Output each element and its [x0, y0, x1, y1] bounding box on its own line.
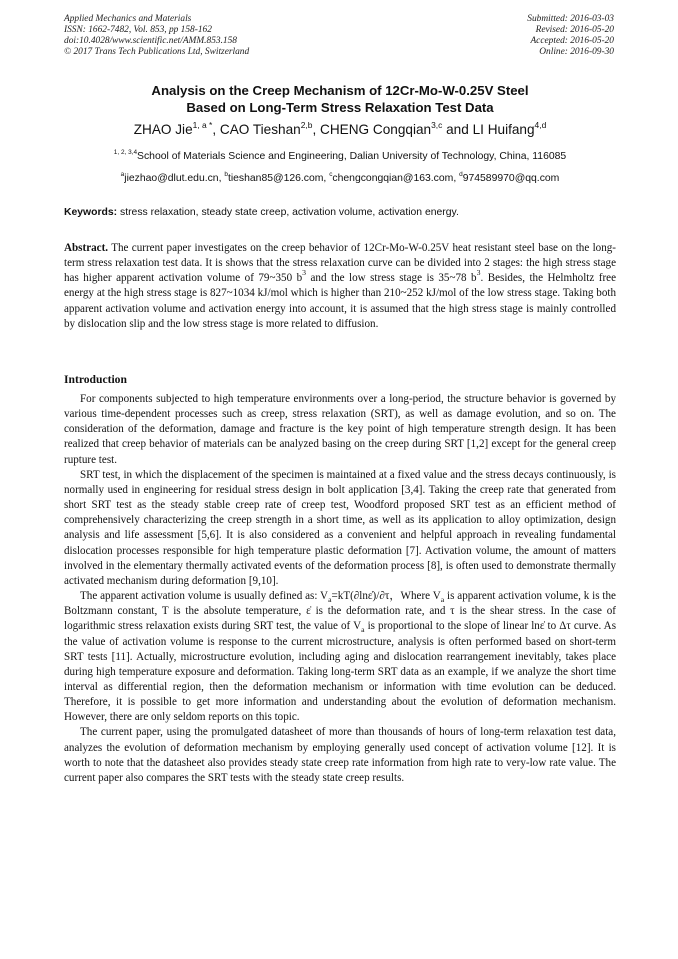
abstract-text: and the low stress stage is 35~78 b	[306, 272, 477, 285]
journal-header-right	[527, 14, 614, 58]
abstract	[64, 241, 616, 332]
author-list	[64, 121, 616, 139]
paragraph	[64, 589, 616, 725]
keywords	[64, 206, 616, 220]
introduction-body	[64, 392, 616, 786]
journal-issn: ISSN: 1662-7482, Vol. 853, pp 158-162	[64, 25, 212, 35]
abstract-label: Abstract.	[64, 242, 109, 254]
paragraph-text: is apparent activation volume, k is the Boltzmann constant, T is the absolute temperature, ε̇ is the deformation rate, and τ is the shear stress. In the case of logarithmic stress relaxation exists during SRT test, the value of V	[64, 590, 616, 633]
author-name: ZHAO Jie	[133, 122, 193, 137]
subscript-a: a	[328, 595, 332, 605]
affiliation-mark: 1, 2, 3,4	[113, 148, 138, 156]
journal-doi[interactable]: doi:10.4028/www.scientific.net/AMM.853.158	[64, 36, 237, 46]
abstract-text: . Besides, the Helmholtz free energy at the high stress stage is 827~1034 kJ/mol which is higher than 210~252 kJ/mol of the low stress stage. Taking both apparent activation volume and activation energy into account, it is assumed that the high stress stage is mainly controlled by dislocation slip and the low stress stage is more related to diffusion.	[64, 272, 616, 330]
date-revised: Revised: 2016-05-20	[535, 25, 614, 35]
email-sep: ,	[453, 173, 460, 184]
author-sep: ,	[312, 122, 321, 137]
title-line-2: Based on Long-Term Stress Relaxation Test Data	[186, 100, 494, 115]
email-link[interactable]: chengcongqian@163.com	[332, 173, 454, 184]
author-name: CAO Tieshan	[219, 122, 301, 137]
section-heading-introduction: Introduction	[64, 373, 127, 386]
email-link[interactable]: tieshan85@126.com	[227, 173, 324, 184]
affiliation	[64, 150, 616, 164]
superscript-3: 3	[476, 268, 481, 278]
author-emails	[64, 172, 616, 186]
paper-title	[64, 82, 616, 116]
title-line-1: Analysis on the Creep Mechanism of 12Cr-Mo-W-0.25V Steel	[151, 83, 529, 98]
date-accepted: Accepted: 2016-05-20	[530, 36, 614, 46]
author-mark: 1, a *	[192, 119, 213, 130]
author-sep: and	[442, 122, 473, 137]
author-sep: ,	[212, 122, 220, 137]
abstract-text: The current paper investigates on the creep behavior of 12Cr-Mo-W-0.25V heat resistant steel base on the long-term stress relaxation test data. It is shows that the stress relaxation curve can be divided into 2 stages: the high stress stage has higher apparent activation volume of 79~350 b	[64, 242, 616, 285]
author-mark: 3,c	[431, 119, 443, 130]
affiliation-text: School of Materials Science and Engineering, Dalian University of Technology, China, 116085	[137, 151, 567, 162]
email-mark: d	[459, 170, 463, 178]
author-mark: 2,b	[300, 119, 313, 130]
keywords-label: Keywords:	[64, 207, 118, 218]
email-link[interactable]: 974589970@qq.com	[462, 173, 560, 184]
journal-header-left	[64, 14, 249, 58]
email-mark: c	[329, 170, 333, 178]
subscript-a: a	[361, 625, 365, 635]
superscript-3: 3	[302, 268, 307, 278]
author-mark: 4,d	[534, 119, 547, 130]
paragraph: For components subjected to high temperature environments over a long-period, the structure behavior is governed by various time-dependent processes such as creep, stress relaxation (SRT), as well as damage evolution, and so on. The consideration of the deformation, damage and fracture is the key point of high temperature strength design. It has been realized that creep behavior of materials can be analyzed basing on the creep during SRT [1,2] except for the general creep rupture test.	[64, 393, 616, 466]
paragraph-text: =kT(∂lnε̇)/∂τ，Where V	[331, 590, 441, 603]
email-sep: ,	[218, 173, 225, 184]
date-online: Online: 2016-09-30	[539, 47, 614, 57]
journal-name: Applied Mechanics and Materials	[64, 14, 192, 24]
email-mark: b	[224, 170, 228, 178]
paragraph: SRT test, in which the displacement of the specimen is maintained at a fixed value and the stress decays continuously, is normally used in engineering for residual stress design in bolt application [3,4]. Taking the creep rate that generated from short SRT test as the steady stable creep rate of creep test, Woodford proposed SRT test as an efficient method of comprehensively characterizing the creep strength in a short time, as well as its application to alloy optimization, design analysis and life assessment [5,6]. It is also considered as a convenient and helpful approach in revealing fundamental dislocation processes responsible for high temperature plastic deformation [7]. Activation volume, the amount of matters involved in the elementary thermally activated events of the deformation process [8], is often used to demonstrate thermally activated mechanism during deformation [9,10].	[64, 468, 616, 587]
email-link[interactable]: jiezhao@dlut.edu.cn	[124, 173, 219, 184]
paragraph: The current paper, using the promulgated datasheet of more than thousands of hours of long-term relaxation test data, analyzes the evolution of deformation mechanism by employing generally used concept of activation volume [12]. It is worth to note that the datasheet also provides steady state creep rate information from high rate to very-low rate value. The current paper also compares the SRT tests with the steady state creep results.	[64, 726, 616, 784]
journal-copyright: © 2017 Trans Tech Publications Ltd, Switzerland	[64, 47, 250, 57]
paragraph-text: is proportional to the slope of linear lnε̇ to Δτ curve. As the value of activation volume is response to the current microstructure, analysis is often performed based on short-term SRT tests [11]. Actually, microstructure evolution, including aging and dislocation rearrangement inevitably, takes place during high temperature exposure and deformation. Taking long-term SRT data as an example, if we analyze the short time interval as differential region, then the deformation mechanism or information with time evolution can be deduced. Therefore, it is possible to get more information and understanding about the evolution of deformation mechanism. However, there are only seldom reports on this topic.	[64, 620, 617, 724]
author-name: LI Huifang	[472, 122, 535, 137]
subscript-a: a	[440, 595, 445, 605]
author-name: CHENG Congqian	[320, 122, 432, 137]
keywords-text: stress relaxation, steady state creep, activation volume, activation energy.	[120, 207, 459, 218]
email-sep: ,	[323, 173, 330, 184]
email-mark: a	[120, 170, 125, 178]
date-submitted: Submitted: 2016-03-03	[527, 14, 614, 24]
paragraph-text: The apparent activation volume is usually defined as: V	[80, 590, 329, 603]
